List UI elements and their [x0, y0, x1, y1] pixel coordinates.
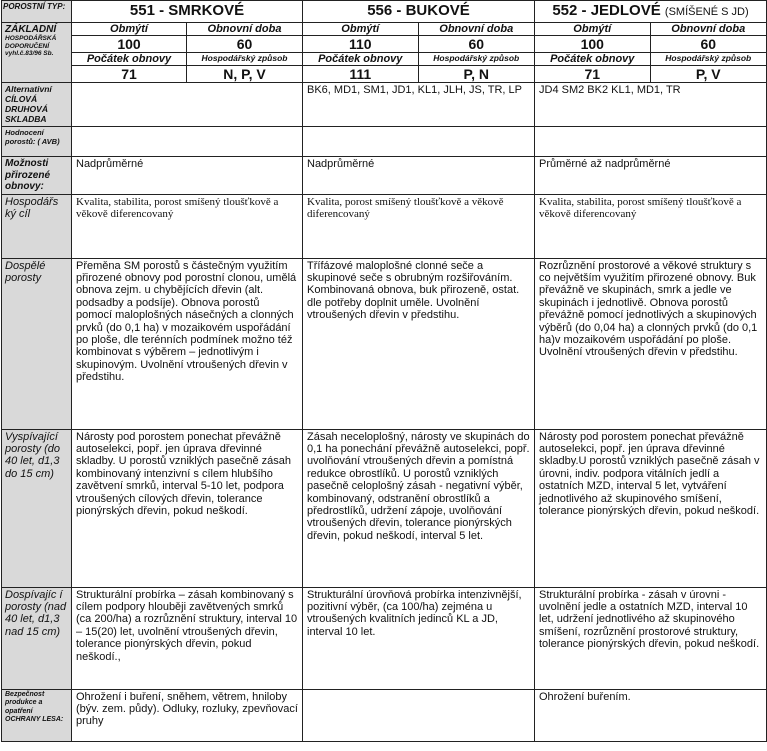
obmyti-label: Obmýtí: [72, 23, 187, 36]
hodnoceni-row: [2, 127, 767, 157]
moznosti-label: Možnosti přirozené obnovy:: [2, 157, 72, 195]
basic-cell-1: [72, 23, 303, 83]
basic-cell-2: [303, 23, 535, 83]
alternativni-cell-3: JD4 SM2 BK2 KL1, MD1, TR: [535, 83, 767, 127]
vyspivajici-row: [2, 429, 767, 587]
dospele-label: Dospělé porosty: [2, 258, 72, 429]
moznosti-cell-3: Průměrné až nadprůměrné: [535, 157, 767, 195]
obnovni-doba-value: 60: [187, 36, 302, 53]
cil-cell-2: Kvalita, porost smíšený tloušťkově a věkově diferencovaný: [303, 194, 535, 258]
pocatek-value: 71: [72, 66, 187, 82]
vyspivajici-label: Vyspívající porosty (do 40 let, d1,3 do 15 cm): [2, 429, 72, 587]
obmyti-value: 100: [535, 36, 651, 53]
obnovni-doba-label: Obnovní doba: [419, 23, 535, 36]
basic-label: [2, 23, 72, 83]
header-row: [2, 1, 767, 23]
cil-label: Hospodářs ký cíl: [2, 194, 72, 258]
dospivajici-row: [2, 587, 767, 689]
dospele-row: [2, 258, 767, 429]
pocatek-value: 71: [535, 66, 651, 82]
basic-label-subtitle: HOSPODÁŘSKÁ DOPORUČENÍ vyhl.č.83/96 Sb.: [5, 35, 57, 57]
pocatek-label: Počátek obnovy: [303, 53, 419, 66]
dospele-cell-2: Třífázové maloplošné clonné seče a skupinové seče s obrubným rozšiřováním. Kombinovaná obnova, buk přirozeně, ostat. dle potřeby doplnit uměle. Uvolnění vtroušených dřevin v předstihu.: [303, 258, 535, 429]
obmyti-value: 100: [72, 36, 187, 53]
bezpecnost-cell-2: [303, 689, 535, 741]
header-col-2-title: 556 - BUKOVÉ: [367, 2, 470, 20]
vyspivajici-cell-1: Nárosty pod porostem ponechat převážně autoselekci, popř. jen úprava dřevinné skladby. U porostů vzniklých pasečně zásah kombinovaný intenzivní s cílem hlubšího zavětvení smrků, interval 5-10 let, podpora vtroušených cílových dřevin, tolerance pionýrských dřevin, pokud neškodí.: [72, 429, 303, 587]
cil-row: [2, 194, 767, 258]
obnovni-doba-label: Obnovní doba: [187, 23, 302, 36]
dospivajici-label: Dospívajíc í porosty (nad 40 let, d1,3 nad 15 cm): [2, 587, 72, 689]
basic-cell-3: [535, 23, 767, 83]
bezpecnost-cell-1: Ohrožení i buření, sněhem, větrem, hniloby (býv. zem. půdy). Odluky, rozluky, zpevňovací pruhy: [72, 689, 303, 741]
basic-label-title: ZÁKLADNÍ: [5, 24, 57, 35]
header-col-3-title: 552 - JEDLOVÉ: [552, 1, 661, 19]
dospele-cell-1: Přeměna SM porostů s částečným využitím přirozené obnovy pod porostní clonou, umělá obnova zejm. u chybějících dřevin (alt. podsadby a podsíje). Obnova porostů pomocí maloplošných násečných a clonných prvků (do 0,1 ha) v mozaikovém uspořádání po ploše, dle terénních podmínek možno též kombinovat s výběrem – jednotlivým i skupinovým. Uvolnění vtroušených dřevin v předstihu.: [72, 258, 303, 429]
zpusob-value: P, N: [463, 66, 489, 82]
hodnoceni-cell-1: [72, 127, 303, 157]
pocatek-label: Počátek obnovy: [535, 53, 651, 66]
vyspivajici-cell-2: Zásah neceloplošný, nárosty ve skupinách do 0,1 ha ponechání převážně autoselekci, popř. uvolňování vtroušených dřevin a pomístná redukce obrostlíků. U porostů vzniklých pasečně celoplošný zásah - negativní výběr, kombinovaný, odstranění obrostlíků a předrostlíků, udržení zápoje, uvolňování vtroušených dřevin, tolerance pionýrských dřevin, pokud neškodí, interval 5 let.: [303, 429, 535, 587]
header-col-3: [535, 1, 767, 23]
moznosti-cell-2: Nadprůměrné: [303, 157, 535, 195]
hodnoceni-cell-2: [303, 127, 535, 157]
dospivajici-cell-3: Strukturální probírka - zásah v úrovni - uvolnění jedle a ostatních MZD, interval 10 let, udržení jednotlivého až skupinového smíšení, rozrůznění prostorové struktury, tolerance pionýrských dřevin, pokud neškodí.: [535, 587, 767, 689]
header-col-3-subtitle: (SMÍŠENÉ S JD): [664, 5, 749, 18]
cil-cell-1: Kvalita, stabilita, porost smíšený tloušťkově a věkově diferencovaný: [72, 194, 303, 258]
obmyti-label: Obmýtí: [535, 23, 651, 36]
moznosti-cell-1: Nadprůměrné: [72, 157, 303, 195]
obnovni-doba-label: Obnovní doba: [651, 23, 767, 36]
pocatek-label: Počátek obnovy: [72, 53, 187, 66]
zpusob-value: N, P, V: [223, 66, 266, 82]
header-col-1-title: 551 - SMRKOVÉ: [129, 2, 245, 20]
zpusob-value: P, V: [695, 66, 721, 82]
dospivajici-cell-1: Strukturální probírka – zásah kombinovaný s cílem podpory hlouběji zavětvených smrků (ca 200/ha) a rozrůznění struktury, interval 10 – 15(20) let, uvolnění vtroušených dřevin, tolerance pionýrských dřevin, pokud neškodí.,: [72, 587, 303, 689]
header-col-2: [303, 1, 535, 23]
zpusob-label: Hospodářský způsob: [419, 53, 535, 66]
basic-row: [2, 23, 767, 83]
forest-type-table: [1, 0, 767, 742]
obnovni-doba-value: 60: [651, 36, 767, 53]
obnovni-doba-value: 60: [419, 36, 535, 53]
obmyti-label: Obmýtí: [303, 23, 419, 36]
hodnoceni-cell-3: [535, 127, 767, 157]
pocatek-value: 111: [303, 66, 419, 82]
zpusob-label: Hospodářský způsob: [651, 53, 767, 66]
alternativni-cell-2: BK6, MD1, SM1, JD1, KL1, JLH, JS, TR, LP: [303, 83, 535, 127]
header-label: POROSTNÍ TYP:: [2, 1, 72, 23]
cil-cell-3: Kvalita, stabilita, porost smíšený tloušťkově a věkově diferencovaný: [535, 194, 767, 258]
header-col-1: [72, 1, 303, 23]
zpusob-label: Hospodářský způsob: [187, 53, 302, 66]
moznosti-row: [2, 157, 767, 195]
alternativni-cell-1: [72, 83, 303, 127]
dospivajici-cell-2: Strukturální úrovňová probírka intenzivnější, pozitivní výběr, (ca 100/ha) zejména u vtroušených kvalitních jedinců KL a JD, interval 10 let.: [303, 587, 535, 689]
alternativni-label: Alternativní CÍLOVÁ DRUHOVÁ SKLADBA: [2, 83, 72, 127]
bezpecnost-label: Bezpečnost produkce a opatření OCHRANY LESA:: [2, 689, 72, 741]
obmyti-value: 110: [303, 36, 419, 53]
alternativni-row: [2, 83, 767, 127]
bezpecnost-cell-3: Ohrožení buřením.: [535, 689, 767, 741]
hodnoceni-label: Hodnocení porostů: ( AVB): [2, 127, 72, 157]
dospele-cell-3: Rozrůznění prostorové a věkové struktury s co největším využitím přirozené obnovy. Buk převážně ve skupinách, smrk a jedle ve skupinách i jednotlivě. Obnova porostů převážně pomocí jednotlivých a skupinových výběrů (do 0,04 ha) a clonných prvků (do 0,1 ha)v mozaikovém uspořádání po ploše. Uvolnění vtroušených dřevin v předstihu.: [535, 258, 767, 429]
bezpecnost-row: [2, 689, 767, 741]
vyspivajici-cell-3: Nárosty pod porostem ponechat převážně autoselekci, popř. jen úprava dřevinné skladby.U porostů vzniklých pasečně zásah v úrovni, indiv. podpora vitálních jedlí a ostatních MZD, interval 5 let, vytváření jednotlivého až skupinového smíšení, tolerance pionýrských dřevin, pokud neškodí.: [535, 429, 767, 587]
